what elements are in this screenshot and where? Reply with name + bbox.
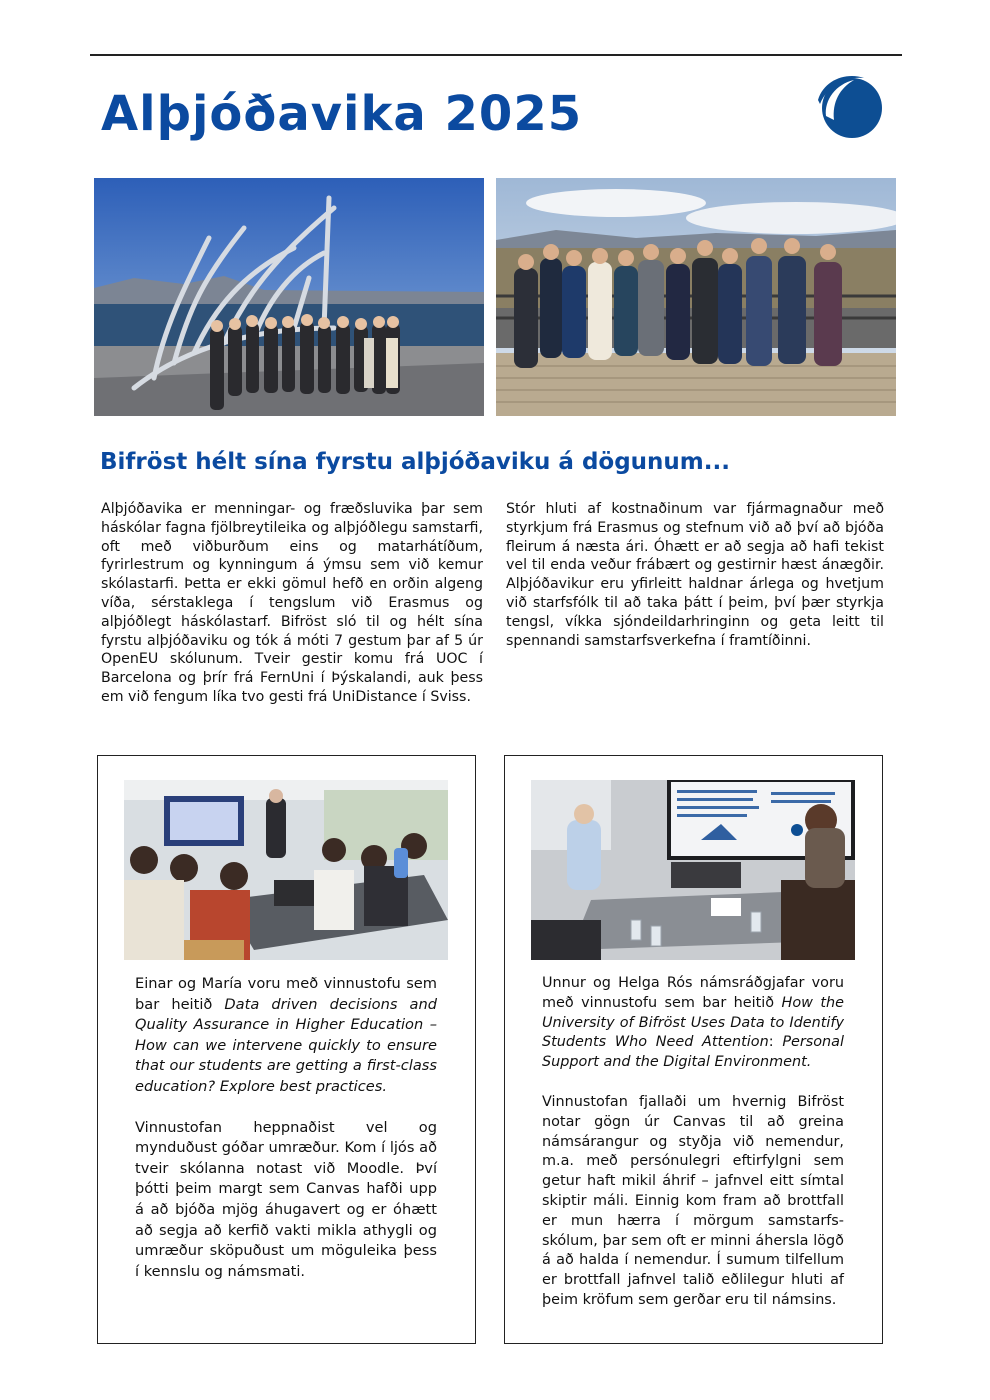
page-title: Alþjóðavika 2025 bbox=[101, 86, 583, 142]
workshop-left-text bbox=[135, 974, 437, 1302]
workshop-right-intro: Unnur og Helga Rós námsráðgjafar voru með vinnustofu sem bar heitið How the University of Bifröst Uses Data to Identify Students Who Need Attention: Personal Support and the Digital Environment. bbox=[542, 975, 844, 1071]
workshop-card-left bbox=[97, 755, 476, 1344]
workshop-right-text bbox=[542, 974, 844, 1331]
boardwalk-viewpoint-group-photo bbox=[496, 178, 896, 416]
workshop-classroom-photo bbox=[124, 780, 448, 960]
workshop-right-title: How the University of Bifröst Uses Data to Identify Students Who Need Attention bbox=[542, 994, 844, 1051]
workshop-card-right bbox=[504, 755, 883, 1344]
workshop-left-intro: Einar og María voru með vinnustofu sem bar heitið Data driven decisions and Quality Assurance in Higher Education – How can we intervene quickly to ensure that our students are getting a first-class education? Explore best practices. bbox=[135, 975, 437, 1095]
intro-column-left: Alþjóðavika er menningar- og fræðsluvika þar sem háskólar fagna fjölbreytileika og alþjóðlegu samstarfi, oft með viðburðum eins og matarhátíðum, fyrirlestrum og kynningum á ýmsu sem við kemur skólastarfi. Þetta er ekki gömul hefð en orðin algeng víða, sérstaklega í tengslum við Erasmus og alþjóðlegt háskólastarf. Bifröst sló til og hélt sína fyrstu alþjóðaviku og tók á móti 7 gestum þar af 5 úr OpenEU skólunum. Tveir gestir komu frá UOC í Barcelona og þrír frá FernUni í Þýskalandi, auk þess em við fengum líka tvo gesti frá UniDistance í Sviss. bbox=[101, 501, 483, 705]
workshop-left-title: Data driven decisions and Quality Assurance in Higher Education – How can we intervene quickly to ensure that our students are getting a first-class education? Explore best practices. bbox=[135, 995, 437, 1095]
workshop-presentation-photo bbox=[531, 780, 855, 960]
sun-voyager-sculpture-group-photo bbox=[94, 178, 484, 416]
workshop-left-summary: Vinnustofan heppnaðist vel og mynduðust góðar umræður. Kom í ljós að tveir skólanna notast við Moodle. Því þótti þeim margt sem Canvas hafði upp á að bjóða mjög áhugavert og er óhætt að segja að kerfið vakti mikla athygli og umræður sköpuðust um möguleika þess í kennslu og námsmati. bbox=[135, 1118, 437, 1280]
workshop-right-summary: Vinnustofan fjallaði um hvernig Bifröst notar gögn úr Canvas til að greina námsárangur og styðja við nemendur, m.a. með persónulegri eftirfylgni sem getur haft mikil áhrif – jafnvel eitt símtal skiptir máli. Einnig kom fram að brottfall er mun hærra í mörgum samstarfs-skólum, þar sem oft er minni áhersla lögð á að halda í nemendur. Í sumum tilfellum er brottfall jafnvel talið eðlilegur hluti af þeim kröfum sem gerðar eru til námsins. bbox=[542, 1093, 844, 1308]
crescent-circle-logo bbox=[812, 70, 886, 142]
intro-column-right: Stór hluti af kostnaðinum var fjármagnaður með styrkjum frá Erasmus og stefnum við að því að bjóða fleirum á næsta ári. Óhætt er að segja að hafi tekist vel til enda veður frábært og gestirnir hæst ánægðir. Alþjóðavikur eru yfirleitt haldnar árlega og hvetjum við starfsfólk til að taka þátt í þeim, því þær styrkja tengsl, víkka sjóndeildarhringinn og geta leitt til spennandi samstarfsverkefna í framtíðinni. bbox=[506, 501, 884, 649]
section-heading: Bifröst hélt sína fyrstu alþjóðaviku á dögunum... bbox=[100, 449, 730, 475]
workshop-right-subtitle: Personal Support and the Digital Environment. bbox=[542, 1034, 844, 1071]
top-divider bbox=[90, 54, 902, 56]
